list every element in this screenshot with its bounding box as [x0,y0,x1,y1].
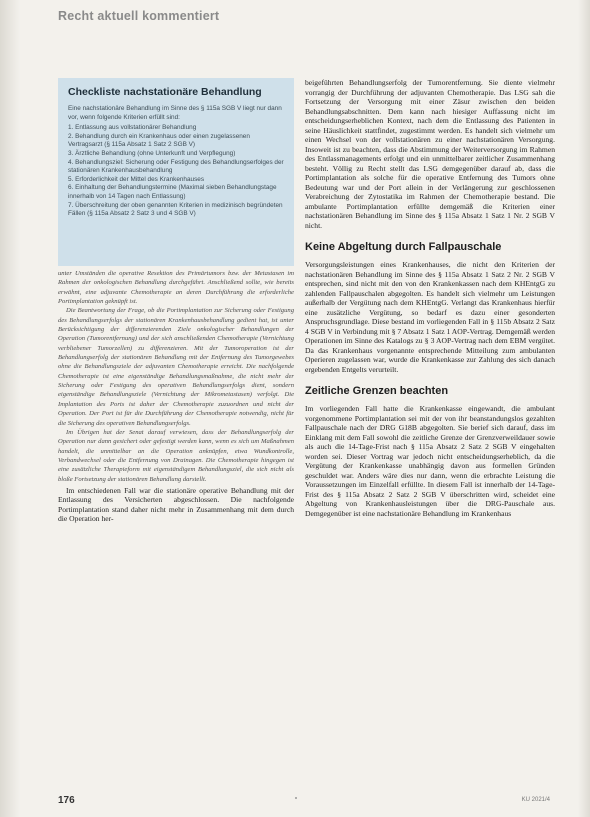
checklist-title: Checkliste nachstationäre Behandlung [68,86,262,98]
body-paragraph: Versorgungsleistungen eines Krankenhauses, die nicht den Kriterien der nachstationären Behandlung im Sinne des § 115a Absatz 1 Satz 2 Nr. 2 SGB V entsprechen, sind nicht mit den von den Krankenkassen nach dem KHEntgG zu zahlenden Fallpauschalen abgegolten. Es handelt sich vielmehr um Leistungen außerhalb der Vergütung nach dem KHEntgG. Verlangt das Krankenhaus hierfür eine zusätzliche Vergütung, so bedarf es dazu einer gesonderten Anspruchsgrundlage. Diese bestand im vorliegenden Fall in § 115b Absatz 2 Satz 4 SGB V in Verbindung mit § 7 Absatz 1 Satz 1 AOP-Vertrag. Demgemäß werden Operationen im Sinne des Katalogs zu § 3 AOP-Vertrag nach dem EBM vergütet. Da das Krankenhaus vorgenannte entsprechende Mitteilung zum ambulanten Operieren zugelassen war, wurde die Krankenkasse zur Zahlung des sich danach ergebenden Entgelts verurteilt. [305,260,555,374]
checklist-item: 6. Einhaltung der Behandlungstermine (Maximal sieben Behandlungstage innerhalb von 14 Tagen nach Entlassung) [68,184,277,200]
footer-code: KU 2021/4 [521,797,550,803]
page-edge-shadow [578,0,590,817]
right-column [305,78,555,518]
quote-paragraph: unter Umständen die operative Resektion des Primärtumors bzw. der Metastasen im Rahmen der onkologischen Behandlung durchgeführt. Anschließend sollte, wie bereits erwähnt, eine adjuvante Chemotherapie an deren Durchführung die erforderliche Portimplantation geknüpft ist. [58,270,294,306]
section-heading: Zeitliche Grenzen beachten [305,385,449,397]
checklist-item: 2. Behandlung durch ein Krankenhaus oder einen zugelassenen Vertragsarzt (§ 115a Absatz 1 Satz 2 SGB V) [68,132,250,149]
judgment-quote [58,269,294,484]
checklist-item: 1. Entlassung aus vollstationärer Behandlung [68,124,197,132]
body-paragraph: Im entschiedenen Fall war die stationäre operative Behandlung mit der Entlassung des Versicherten abgeschlossen. Die nachfolgende Portimplantation stand daher nicht mehr in Zusammenhang mit dem durch die Operation her- [58,485,294,524]
checklist-intro: Eine nachstationäre Behandlung im Sinne des § 115a SGB V liegt nur dann vor, wenn folgende Kriterien erfüllt sind: [68,105,282,121]
running-head: Recht aktuell kommentiert [58,9,220,23]
page-number: 176 [58,795,75,806]
checklist-item: 4. Behandlungsziel: Sicherung oder Festigung des Behandlungserfolges der stationären Krankenhausbehandlung [68,158,284,175]
fold-mark [295,797,297,799]
checklist-item: 7. Überschreitung der oben genannten Kriterien in medizinisch begründeten Fällen (§ 115a Absatz 2 Satz 3 und 4 SGB V) [68,201,283,218]
body-paragraph: beigeführten Behandlungserfolg der Tumorentfernung. Sie diente vielmehr vorrangig der Durchführung der adjuvanten Chemotherapie. Das LSG sah die Fortsetzung der Versorgung mit einer Zäsur zwischen den beiden Behandlungsabschnitten. Dem kann nach hiesiger Auffassung nicht im entscheidungserheblichen Kontext, nach dem die Entlassung des Patienten in seine Häuslichkeit stattfindet, zugestimmt werden. Es handelt sich vielmehr um einen Wechsel von der vollstationären zu einer nachstationären Versorgung. Insoweit ist zu beachten, dass die Abstimmung der Weiterversorgung im Rahmen des Entlassmanagements erfolgt und ein unmittelbarer zeitlicher Zusammenhang besteht. Völlig zu Recht stellt das LSG demgegenüber darauf ab, dass die Portimplantation als solche für die operative Entfernung des Tumors ohne Bedeutung war und der Port allein in der Verlängerung zur geschlossenen Verabreichung der Zytostatika im Rahmen der Chemotherapie bestand. Die ambulante Portimplantation erfüllte demgemäß die Kriterien einer nachstationären Behandlung im Sinne des § 115a Absatz 1 Satz 1 Nr. 2 SGB V nicht. [305,78,555,230]
checklist-item: 3. Ärztliche Behandlung (ohne Unterkunft und Verpflegung) [68,149,236,157]
body-paragraph: Im vorliegenden Fall hatte die Krankenkasse eingewandt, die ambulant vorgenommene Portimplantation sei mit der von ihr beanstandungslos gezahlten Fallpauschale nach der DRG G18B abgegolten. Sie berief sich darauf, dass im Einklang mit dem Fall sowohl die zeitliche Grenze der Grenzverweildauer sowie als auch die 14-Tage-Frist nach § 115a Absatz 2 Satz 2 SGB V eingehalten worden sei. Dieser Vortrag war jedoch nicht entscheidungserheblich, da die Vergütung der Krankenkasse unabhängig davon aus formellen Gründen geschuldet war. Anders wäre dies nur dann, wenn die erbrachte Leistung die Voraussetzungen im Einzelfall erfüllte. In diesem Fall ist innerhalb der 14-Tage-Frist des § 115a Absatz 2 Satz 2 SGB V überschritten wird, scheidet eine Abgeltung von Krankenhausleistungen über die DRG-Pauschale aus. Demgegenüber ist eine nachstationäre Behandlung im Krankenhaus [305,404,555,518]
quote-paragraph: Im Übrigen hat der Senat darauf verwiesen, dass der Behandlungserfolg der Operation nur dann gesichert oder gefestigt werden kann, wenn es sich um Maßnahmen handelt, die unmittelbar an die Operation anknüpfen, etwa Wundkontrolle, Verbandwechsel oder die Entfernung von Drainagen. Die Chemotherapie hingegen ist eine zusätzliche Therapieform mit eigenständigem Behandlungsziel, die sich nicht als bloße Fortsetzung der stationären Behandlung darstellt. [58,428,294,483]
checklist-items [68,124,286,219]
checklist-item: 5. Erforderlichkeit der Mittel des Krankenhauses [68,175,205,183]
section-heading: Keine Abgeltung durch Fallpauschale [305,241,502,253]
quote-paragraph: Die Beantwortung der Frage, ob die Portimplantation zur Sicherung oder Festigung des Behandlungserfolgs der stationären Krankenhausbehandlung gedient hat, ist unter Berücksichtigung der differenzierenden Ziele onkologischer Behandlungen der Operation (Tumorentfernung) und der sich anschließenden Chemotherapie (Vernichtung verbliebener Tumorzellen) zu differenzieren. Mit der Tumoroperation ist der Behandlungserfolg der stationären Behandlung mit der Entfernung des Tumorgewebes ohne die Behandlungsziele der adjuvanten Chemotherapie erreicht. Die nachfolgende Chemotherapie ist eine eigenständige Behandlungsmaßnahme, die nicht mehr der Sicherung oder Festigung des operativen Behandlungserfolgs dient, sondern eigenständige Behandlungsziele (Vernichtung der Mikrometastasen) verfolgt. Die Implantation des Ports ist daher der Chemotherapie zuzuordnen und nicht der Operation. Der Port ist für die Durchführung der Chemotherapie notwendig, nicht für die Sicherung des operativen Behandlungserfolgs. [58,307,294,427]
left-column [58,78,294,524]
checklist-box [58,78,294,266]
page-gutter-shadow [0,0,20,817]
